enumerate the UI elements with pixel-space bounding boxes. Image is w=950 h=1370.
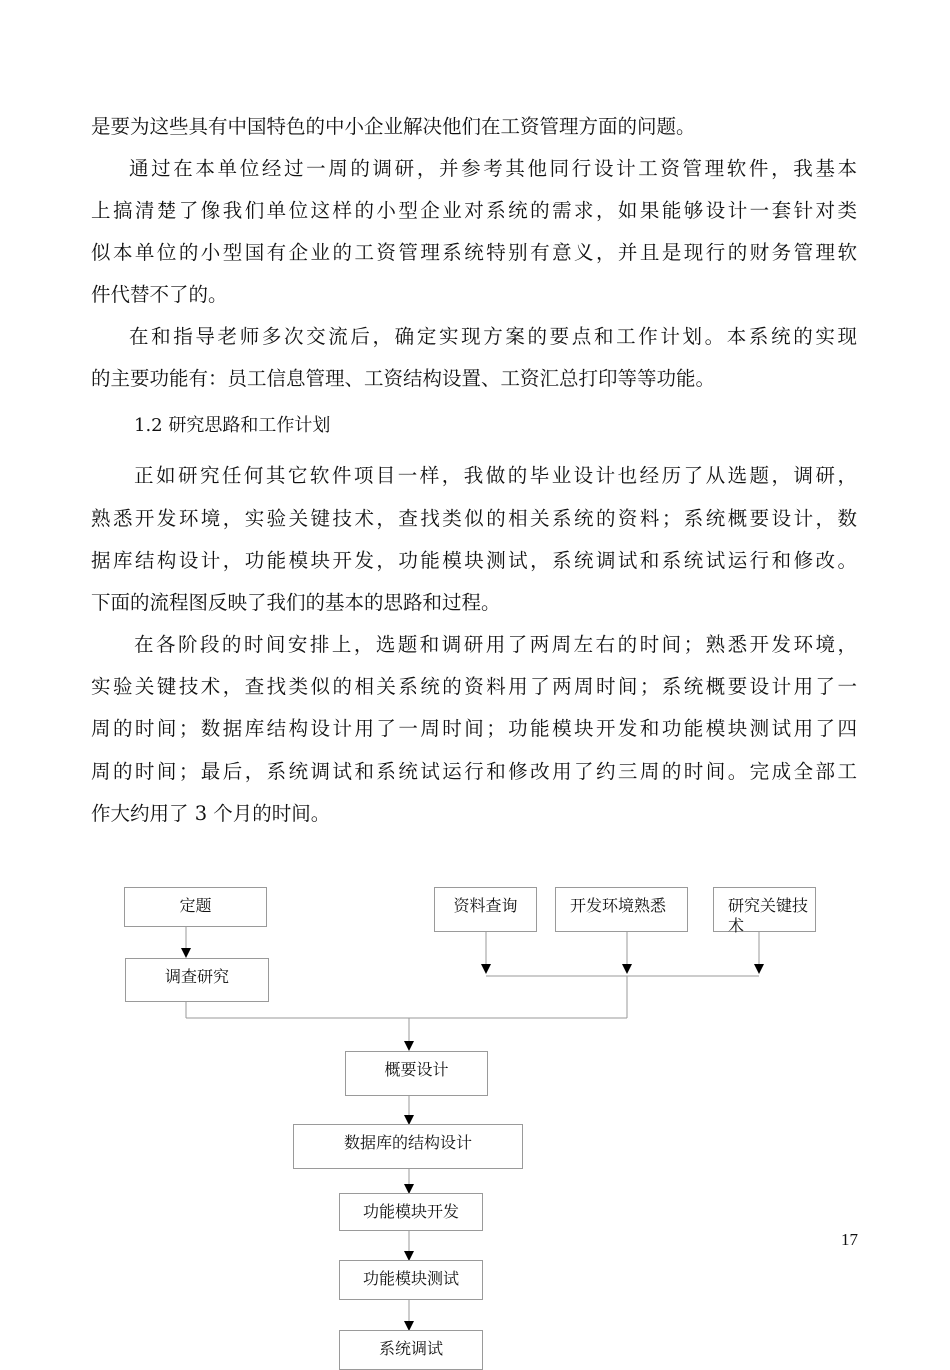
paragraph-line: 的主要功能有：员工信息管理、工资结构设置、工资汇总打印等等功能。: [91, 367, 716, 390]
paragraph-line: 周的时间；数据库结构设计用了一周时间；功能模块开发和功能模块测试用了四: [91, 717, 857, 740]
paragraph-line: 通过在本单位经过一周的调研，并参考其他同行设计工资管理软件，我基本: [129, 157, 857, 180]
paragraph-line: 件代替不了的。: [91, 283, 228, 306]
page-number: 17: [841, 1230, 858, 1249]
paragraph-line: 在各阶段的时间安排上，选题和调研用了两周左右的时间；熟悉开发环境，: [134, 633, 857, 656]
paragraph-line: 周的时间；最后，系统调试和系统试运行和修改用了约三周的时间。完成全部工: [91, 760, 857, 783]
paragraph-line: 作大约用了 3 个月的时间。: [91, 802, 331, 825]
flow-box-diaocha: 调查研究: [125, 958, 269, 1002]
paragraph-line: 是要为这些具有中国特色的中小企业解决他们在工资管理方面的问题。: [91, 115, 696, 138]
flow-box-xitong-tiaoshi: 系统调试: [339, 1330, 483, 1370]
flow-box-gaiyao: 概要设计: [345, 1051, 488, 1096]
flow-box-shujuku: 数据库的结构设计: [293, 1124, 523, 1169]
paragraph-line: 据库结构设计，功能模块开发，功能模块测试，系统调试和系统试运行和修改。: [91, 549, 857, 572]
paragraph-line: 上搞清楚了像我们单位这样的小型企业对系统的需求，如果能够设计一套针对类: [91, 199, 857, 222]
paragraph-line: 正如研究任何其它软件项目一样，我做的毕业设计也经历了从选题，调研，: [134, 464, 857, 487]
paragraph-line: 似本单位的小型国有企业的工资管理系统特别有意义，并且是现行的财务管理软: [91, 241, 857, 264]
flow-box-kaifa: 开发环境熟悉: [555, 887, 688, 932]
flow-box-dingti: 定题: [124, 887, 267, 927]
flow-box-mokuai-kaifa: 功能模块开发: [339, 1193, 483, 1231]
paragraph-line: 下面的流程图反映了我们的基本的思路和过程。: [91, 591, 501, 614]
flow-box-ziliao: 资料查询: [434, 887, 537, 932]
paragraph-line: 在和指导老师多次交流后，确定实现方案的要点和工作计划。本系统的实现: [129, 325, 857, 348]
flow-box-mokuai-ceshi: 功能模块测试: [339, 1260, 483, 1300]
flow-box-yanjiu: 研究关键技术: [713, 887, 816, 932]
paragraph-line: 熟悉开发环境，实验关键技术，查找类似的相关系统的资料；系统概要设计，数: [91, 507, 857, 530]
section-heading: 1.2 研究思路和工作计划: [134, 415, 331, 436]
paragraph-line: 实验关键技术，查找类似的相关系统的资料用了两周时间；系统概要设计用了一: [91, 675, 857, 698]
